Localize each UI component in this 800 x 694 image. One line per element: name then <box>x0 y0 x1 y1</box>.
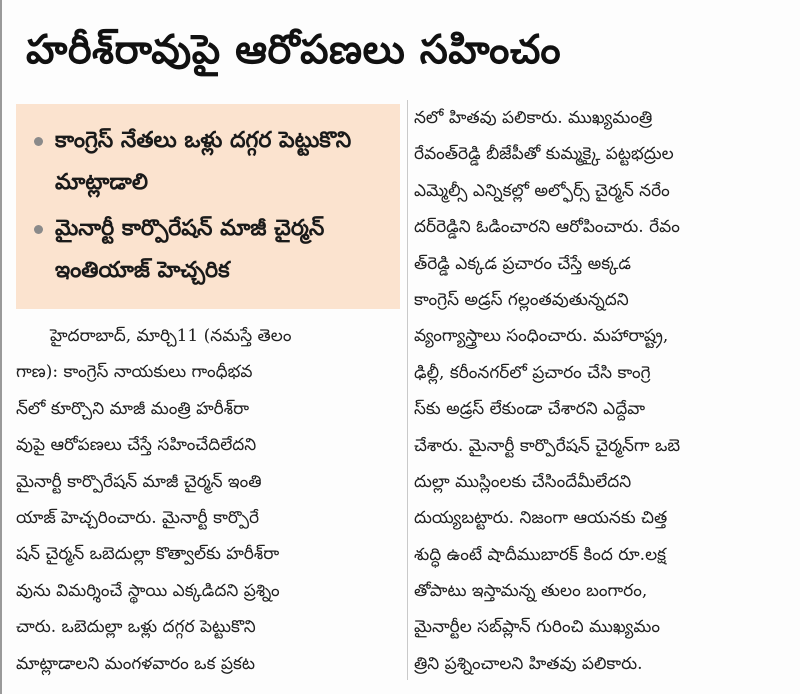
body-text-line: రేవంత్‌రెడ్డి బీజేపీతో కుమ్మక్కై పట్టభద్రుల <box>414 144 674 165</box>
body-text-line: చేశారు. మైనార్టీ కార్పొరేషన్ చైర్మన్‌గా ఒబె <box>414 435 681 456</box>
body-text-line: షన్ చైర్మన్ ఒబెదుల్లా కొత్వాల్‌కు హరీశ్‌రా <box>16 544 280 565</box>
body-text-line: త్రిని ప్రశ్నించాలని హితవు పలికారు. <box>414 653 643 674</box>
body-text-line: హైదరాబాద్, మార్చి11 (నమస్తే తెలం <box>50 326 292 346</box>
body-text-line: తోపాటు ఇస్తామన్న తులం బంగారం, <box>414 581 648 602</box>
highlight-text: కాంగ్రెస్ నేతలు ఒళ్లు దగ్గర పెట్టుకొని మాట్లాడాలి <box>55 128 352 195</box>
body-text-line: గాణ): కాంగ్రెస్ నాయకులు గాంధీభవ <box>16 362 253 383</box>
column-divider <box>407 100 408 680</box>
body-text-line: మైనార్టీల సబ్‌ప్లాన్ గురించి ముఖ్యమం <box>414 617 660 638</box>
body-text-line: యాజ్ హెచ్చరించారు. మైనార్టీ కార్పొరే <box>16 507 260 528</box>
headline: హరీశ్‌రావుపై ఆరోపణలు సహించం <box>26 27 562 73</box>
article-column-right <box>414 100 790 682</box>
body-text-line: చారు. ఒబెదుల్లా ఒళ్లు దగ్గర పెట్టుకొని <box>16 617 256 638</box>
body-text-line: దర్‌రెడ్డిని ఓడించారని ఆరోపించారు. రేవం <box>414 217 680 238</box>
highlights-box <box>16 104 400 309</box>
highlight-item <box>34 120 386 204</box>
body-text-line: మైనార్టీ కార్పొరేషన్ మాజీ చైర్మన్ ఇంతి <box>16 471 262 492</box>
body-text-line: కాంగ్రెస్ అడ్రస్ గల్లంతవుతున్నదని <box>414 289 629 310</box>
body-text-line: దుల్లా ముస్లింలకు చేసిందేమీలేదని <box>414 471 632 492</box>
body-text-line: దుయ్యబట్టారు. నిజంగా ఆయనకు చిత్త <box>414 508 668 529</box>
bullet-icon <box>34 137 43 146</box>
body-text-line: నలో హితవు పలికారు. ముఖ్యమంత్రి <box>414 108 653 128</box>
body-text-line: శుద్ధి ఉంటే షాదీముబారక్ కింద రూ.లక్ష <box>414 544 666 565</box>
highlight-text: మైనార్టీ కార్పొరేషన్ మాజీ చైర్మన్ ఇంతియాజ్ హెచ్చరిక <box>55 216 325 283</box>
bullet-icon <box>34 225 43 234</box>
body-text-line: వ్యంగ్యాస్త్రాలు సంధించారు. మహారాష్ట్ర, <box>414 326 669 347</box>
highlight-item <box>34 208 386 292</box>
body-text-line: వుపై ఆరోపణలు చేస్తే సహించేదిలేదని <box>16 435 257 456</box>
body-text-line: వును విమర్శించే స్థాయి ఎక్కడిదని ప్రశ్నిం <box>16 580 280 601</box>
body-text-line: మాట్లాడాలని మంగళవారం ఒక ప్రకట <box>16 653 255 674</box>
article-column-left <box>16 318 400 682</box>
body-text-line: త్‌రెడ్డి ఎక్కడ ప్రచారం చేస్తే అక్కడ <box>414 253 631 274</box>
body-text-line: న్‌లో కూర్చొని మాజీ మంత్రి హరీశ్‌రా <box>16 398 250 419</box>
body-text-line: ఢిల్లీ, కరీంనగర్‌లో ప్రచారం చేసి కాంగ్రె <box>414 362 651 383</box>
body-text-line: స్‌కు అడ్రస్ లేకుండా చేశారని ఎద్దేవా <box>414 399 646 420</box>
body-text-line: ఎమ్మెల్సీ ఎన్నికల్లో అల్ఫోర్స్ చైర్మన్ నరేం <box>414 180 670 201</box>
